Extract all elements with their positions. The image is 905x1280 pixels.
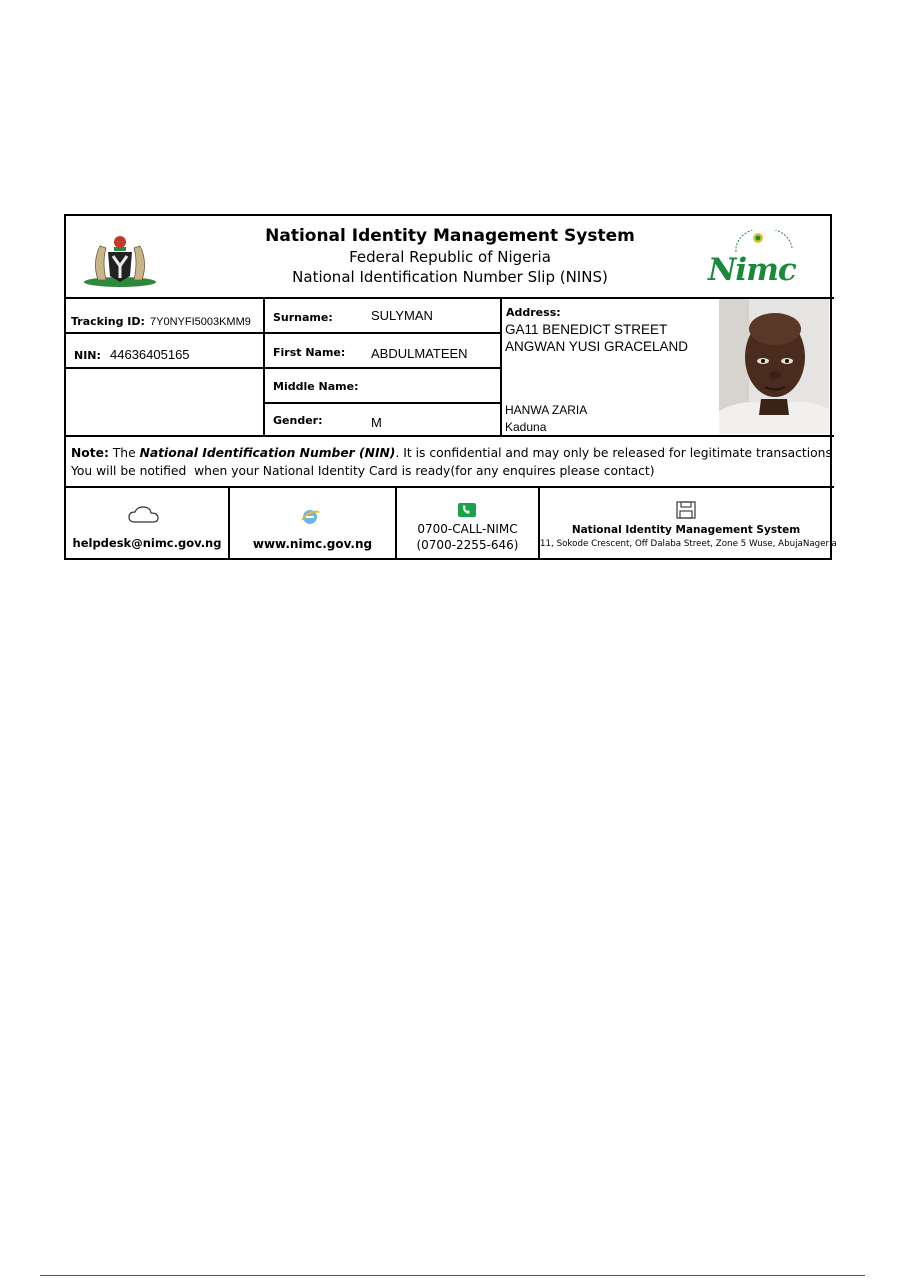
row-divider-1 [66,332,500,334]
footer-email-cell [66,488,228,560]
save-icon [676,501,696,523]
first-name-label: First Name: [273,346,346,359]
address-line-2: ANGWAN YUSI GRACELAND [505,339,689,354]
footer-phone-cell [397,488,538,560]
phone-number-digits: (0700-2255-646) [416,538,519,552]
tracking-id-label: Tracking ID: [71,315,145,328]
footer-org-name: National Identity Management System [571,524,801,536]
helpdesk-email[interactable]: helpdesk@nimc.gov.ng [72,536,222,550]
header-subtitle: Federal Republic of Nigeria [349,248,551,266]
nin-row [74,344,190,363]
surname-value: SULYMAN [371,308,433,323]
address-line-1: GA11 BENEDICT STREET [505,322,668,337]
col-divider-2 [500,297,502,435]
phone-number-text: 0700-CALL-NIMC [417,522,518,536]
note-text-rest: . It is confidential and may only be released for legitimate transactions [395,446,832,460]
nin-slip [64,214,837,560]
footer-org-address: 11, Sokode Crescent, Off Dalaba Street, Zone 5 Wuse, AbujaNageria [540,539,837,549]
internet-explorer-icon [300,508,320,530]
tracking-id-value: 7Y0NYFI5003KMM9 [150,316,251,328]
nin-label: NIN: [74,349,101,362]
middle-name-label: Middle Name: [273,380,359,393]
nimc-logo [706,230,816,290]
info-bottom-divider [66,435,834,437]
row-divider-3 [263,402,500,404]
surname-label: Surname: [273,311,333,324]
footer-org-cell [540,488,837,560]
nin-value: 44636405165 [110,347,190,362]
page-bottom-rule [40,1275,865,1276]
note-prefix: Note: [71,446,109,460]
footer-website-cell [230,488,395,560]
address-label: Address: [506,306,561,319]
nimc-logo-text: Nimc [708,252,796,288]
website-link[interactable]: www.nimc.gov.ng [252,537,373,551]
col-divider-1 [263,297,265,435]
gender-value: M [371,415,382,430]
note-line-2: You will be notified when your National Identity Card is ready(for any enquires please contact) [71,464,655,478]
phone-icon [458,502,476,521]
note-text [71,444,831,480]
note-nin-phrase: National Identification Number (NIN) [139,446,396,460]
slip-name: National Identification Number Slip (NINS) [292,268,608,286]
note-text-the: The [108,446,140,460]
cloud-icon [128,506,160,528]
tracking-id-row [71,310,251,329]
gender-label: Gender: [273,414,323,427]
row-divider-2 [66,367,500,369]
first-name-value: ABDULMATEEN [371,346,468,361]
address-line-3: HANWA ZARIA [505,403,588,417]
address-line-4: Kaduna [505,420,547,434]
header-title: National Identity Management System [265,226,635,246]
note-line-1 [71,444,831,462]
holder-photo [719,299,829,434]
